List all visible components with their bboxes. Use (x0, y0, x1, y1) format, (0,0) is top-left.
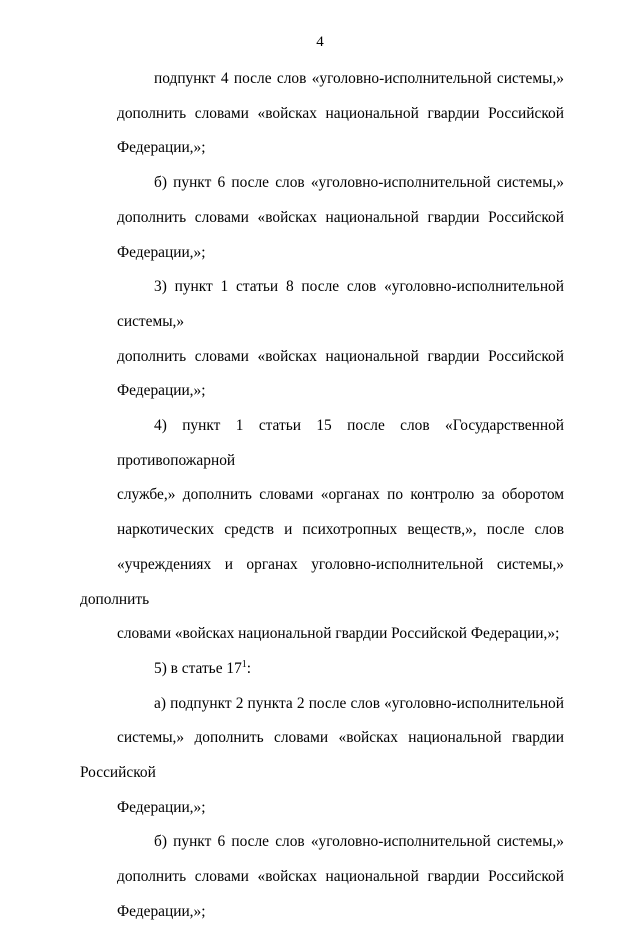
paragraph-1 (80, 62, 564, 166)
paragraph-2 (80, 166, 564, 270)
document-body (80, 62, 564, 930)
paragraph-line: Федерации,»; (117, 798, 206, 816)
paragraph-line: Федерации,»; (117, 243, 206, 261)
paragraph-line: Федерации,»; (117, 382, 206, 400)
paragraph-suffix: : (246, 659, 252, 677)
paragraph-line: службе,» дополнить словами «органах по контролю за оборотом (117, 486, 564, 504)
paragraph-prefix: 5) в статье 17 (154, 659, 242, 677)
paragraph-line: б) пункт 6 после слов «уголовно-исполнительной системы,» (154, 174, 564, 192)
paragraph-line: дополнить словами «войсках национальной гвардии Российской (117, 868, 564, 886)
paragraph-4 (80, 409, 564, 652)
paragraph-line: системы,» дополнить словами «войсках национальной гвардии Российской (80, 729, 564, 782)
paragraph-line: дополнить словами «войсках национальной гвардии Российской (117, 208, 564, 226)
paragraph-7 (80, 825, 564, 929)
paragraph-line: «учреждениях и органах уголовно-исполнительной системы,» дополнить (80, 555, 564, 608)
paragraph-6 (80, 687, 564, 826)
paragraph-line: Федерации,»; (117, 139, 206, 157)
page-number: 4 (316, 34, 324, 50)
paragraph-line: подпункт 4 после слов «уголовно-исполнительной системы,» (154, 70, 564, 87)
paragraph-line: Федерации,»; (117, 902, 206, 920)
paragraph-3 (80, 270, 564, 409)
paragraph-line: дополнить словами «войсках национальной гвардии Российской (117, 104, 564, 122)
paragraph-line: б) пункт 6 после слов «уголовно-исполнительной системы,» (154, 833, 564, 851)
superscript: 1 (241, 658, 247, 670)
paragraph-5 (80, 652, 564, 687)
paragraph-line: словами «войсках национальной гвардии Российской Федерации,»; (117, 625, 560, 643)
paragraph-line: дополнить словами «войсках национальной гвардии Российской (117, 347, 564, 365)
paragraph-line: а) подпункт 2 пункта 2 после слов «уголовно-исполнительной (154, 694, 564, 712)
paragraph-line: 4) пункт 1 статьи 15 после слов «Государственной противопожарной (117, 417, 564, 469)
paragraph-line: 3) пункт 1 статьи 8 после слов «уголовно-исполнительной системы,» (117, 278, 564, 330)
paragraph-line: наркотических средств и психотропных веществ,», после слов (117, 521, 564, 539)
paragraph-line (80, 652, 564, 687)
